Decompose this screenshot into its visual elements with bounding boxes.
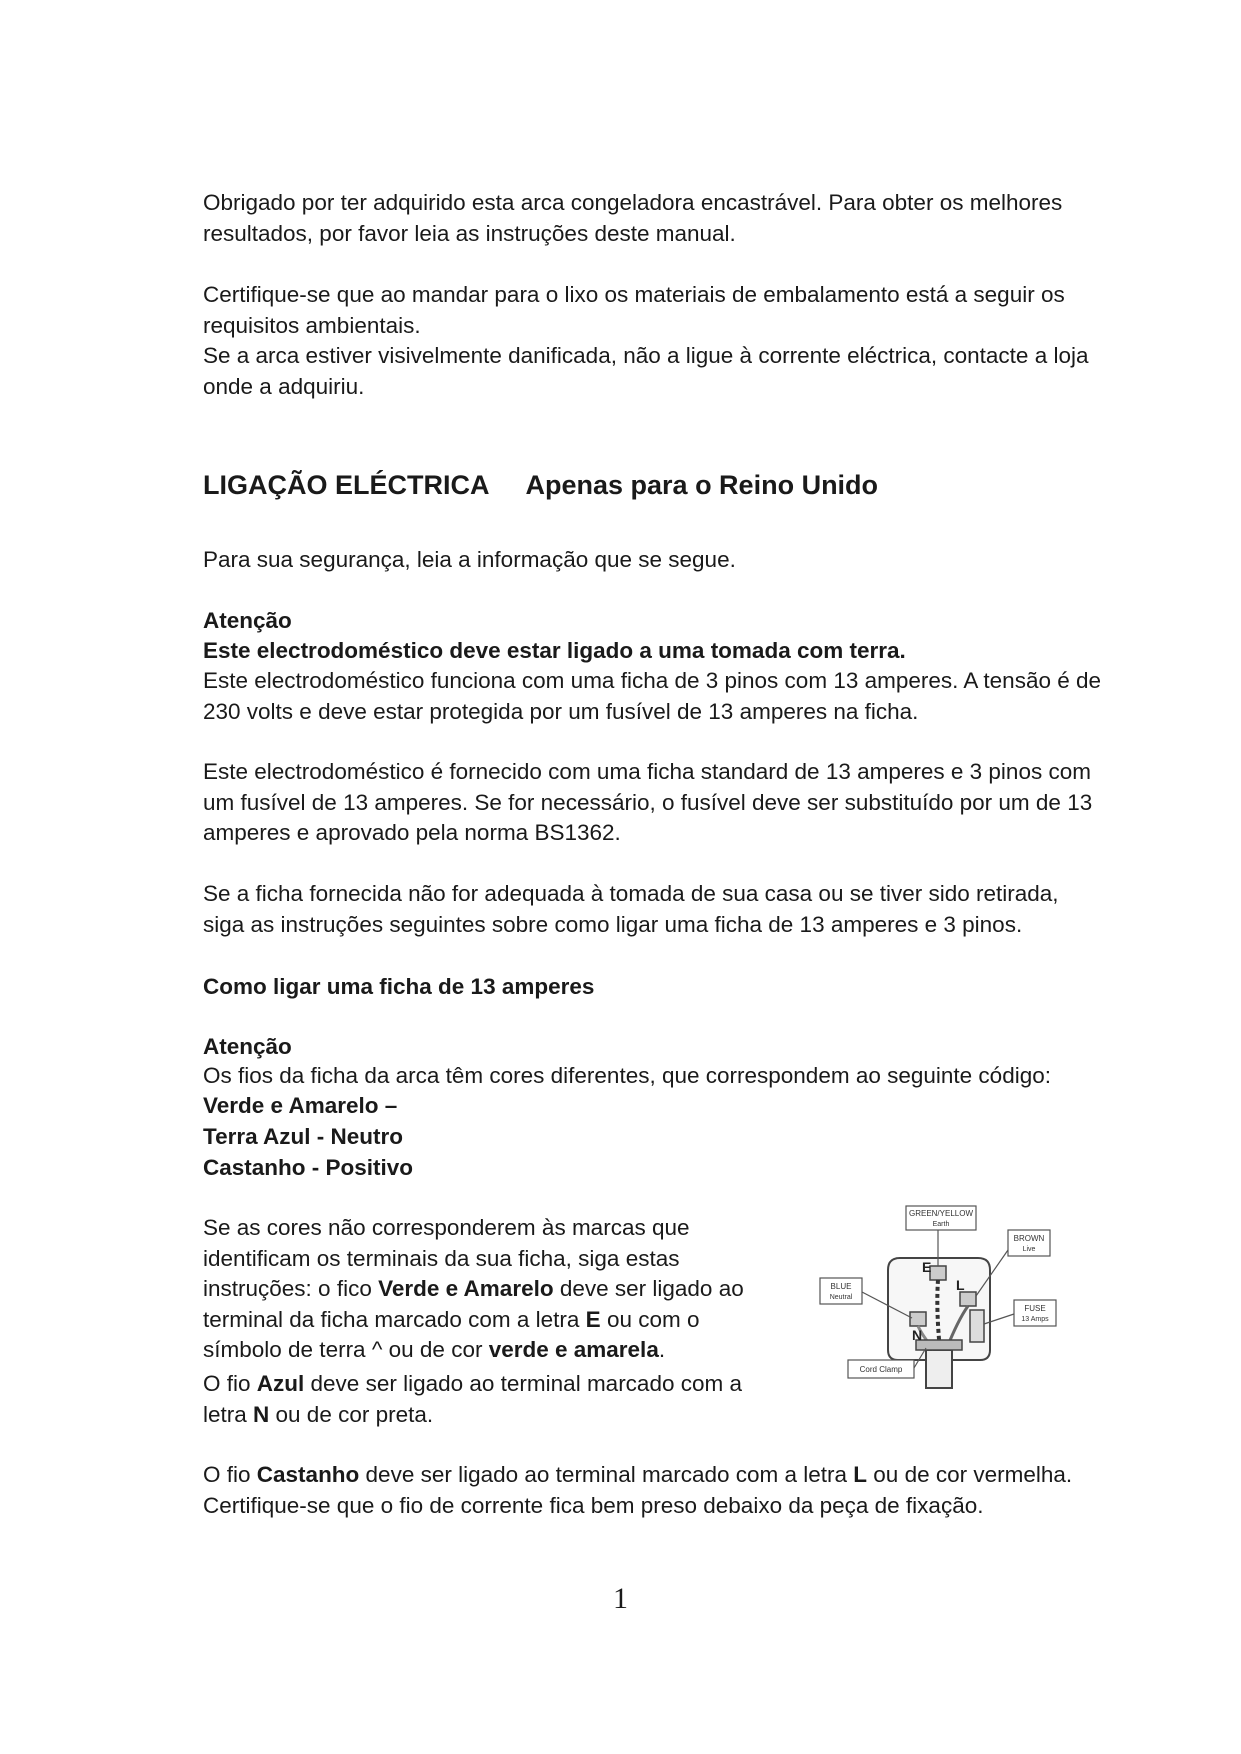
- label-earth: Earth: [932, 1221, 950, 1228]
- label-blue: BLUE: [830, 1282, 852, 1291]
- label-green-yellow: GREEN/YELLOW: [908, 1209, 974, 1218]
- label-live: Live: [1022, 1246, 1036, 1253]
- colour-code-3: Castanho - Positivo: [203, 1155, 414, 1180]
- howto-heading: Como ligar uma ficha de 13 amperes: [203, 974, 595, 999]
- page-number: 1: [613, 1582, 628, 1615]
- plug-info-paragraph: Este electrodoméstico funciona com uma ficha de 3 pinos com 13 amperes. A tensão é de 230 volts e deve estar protegida por um fusível de 13 amperes na ficha.: [203, 668, 1102, 724]
- section-title: LIGAÇÃO ELÉCTRICA: [203, 470, 490, 500]
- plug-supplied-paragraph: Este electrodoméstico é fornecido com uma ficha standard de 13 amperes e 3 pinos com um fusível de 13 amperes. Se for necessário, o fusível deve ser substituído por um de 13 amperes e aprovado pela norma BS1362.: [203, 759, 1093, 845]
- plug-diagram-svg: [818, 1200, 1068, 1390]
- letter-n: N: [912, 1327, 923, 1343]
- attention-heading-2: Atenção: [203, 1034, 292, 1059]
- section-heading: [203, 470, 878, 501]
- earth-warning: Este electrodoméstico deve estar ligado a uma tomada com terra.: [203, 638, 906, 663]
- packaging-paragraph: Certifique-se que ao mandar para o lixo os materiais de embalamento está a seguir os requisitos ambientais.: [203, 282, 1065, 338]
- letter-e: E: [922, 1259, 932, 1275]
- damage-paragraph: Se a arca estiver visivelmente danificada, não a ligue à corrente eléctrica, contacte a loja onde a adquiriu.: [203, 343, 1089, 399]
- label-cord-clamp: Cord Clamp: [859, 1365, 903, 1374]
- brown-paragraph: O fio Castanho deve ser ligado ao terminal marcado com a letra L ou de cor vermelha.: [203, 1462, 1073, 1487]
- label-fuse: FUSE: [1024, 1304, 1046, 1313]
- colours-intro: Os fios da ficha da arca têm cores diferentes, que correspondem ao seguinte código:: [203, 1063, 1051, 1088]
- green-yellow-paragraph: Se as cores não corresponderem às marcas que identificam os terminais da sua ficha, siga estas instruções: o fico Verde e Amarelo deve ser ligado ao terminal da ficha marcado com a letra E ou com o símbolo de terra ^ ou de cor verde e amarela.: [203, 1215, 744, 1362]
- blue-paragraph: O fio Azul deve ser ligado ao terminal marcado com a letra N ou de cor preta.: [203, 1371, 742, 1427]
- colour-code-2: Terra Azul - Neutro: [203, 1124, 404, 1149]
- attention-heading: Atenção: [203, 608, 292, 633]
- intro-paragraph: Obrigado por ter adquirido esta arca congeladora encastrável. Para obter os melhores resultados, por favor leia as instruções deste manual.: [203, 190, 1063, 246]
- label-brown: BROWN: [1013, 1234, 1045, 1243]
- label-amps: 13 Amps: [1021, 1316, 1049, 1323]
- colour-code-1: Verde e Amarelo –: [203, 1093, 398, 1118]
- cord-clamp-paragraph: Certifique-se que o fio de corrente fica bem preso debaixo da peça de fixação.: [203, 1493, 984, 1518]
- safety-paragraph: Para sua segurança, leia a informação que se segue.: [203, 547, 736, 572]
- plug-wiring-diagram: [818, 1200, 1068, 1390]
- section-subtitle: Apenas para o Reino Unido: [525, 470, 879, 500]
- letter-l: L: [956, 1277, 965, 1293]
- label-neutral: Neutral: [829, 1294, 853, 1301]
- plug-unsuitable-paragraph: Se a ficha fornecida não for adequada à tomada de sua casa ou se tiver sido retirada, siga as instruções seguintes sobre como ligar uma ficha de 13 amperes e 3 pinos.: [203, 881, 1059, 937]
